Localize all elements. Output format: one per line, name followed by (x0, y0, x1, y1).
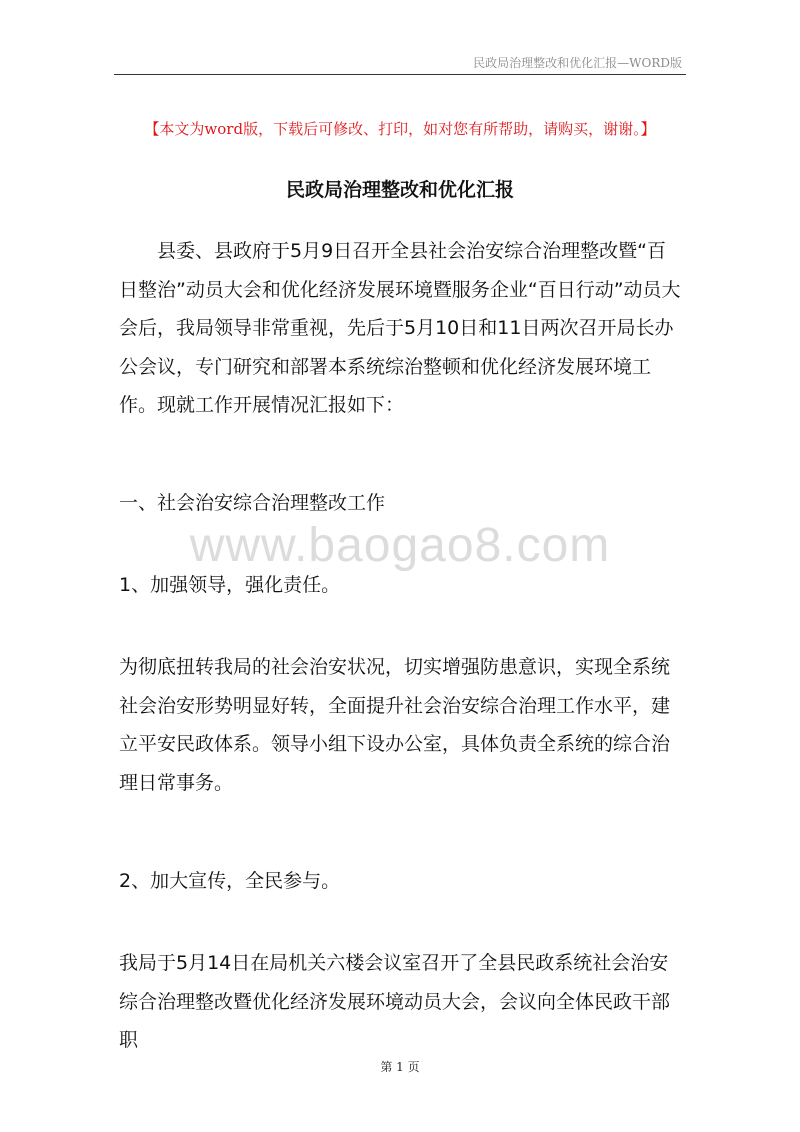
item-2-heading: 2、加大宣传，全民参与。 (119, 870, 341, 892)
download-notice: 【本文为word版，下载后可修改、打印，如对您有所帮助，请购买，谢谢。】 (144, 120, 656, 138)
header-divider (114, 74, 686, 75)
intro-paragraph: 县委、县政府于5月9日召开全县社会治安综合治理整改暨“百日整治”动员大会和优化经济发展环境暨服务企业“百日行动”动员大会后，我局领导非常重视，先后于5月10日和11日两次召开局长办公会议，专门研究和部署本系统综治整顿和优化经济发展环境工作。现就工作开展情况汇报如下： (119, 240, 681, 416)
document-title: 民政局治理整改和优化汇报 (285, 179, 514, 201)
running-header: 民政局治理整改和优化汇报—WORD版 (473, 56, 682, 70)
watermark: www.baogao8.com (189, 519, 611, 572)
section-heading: 一、社会治安综合治理整改工作 (119, 492, 386, 514)
item-1-heading: 1、加强领导，强化责任。 (119, 574, 341, 596)
item-2-paragraph: 我局于5月14日在局机关六楼会议室召开了全县民政系统社会治安综合治理整改暨优化经济发展环境动员大会，会议向全体民政干部职 (119, 952, 671, 1051)
page-number: 第 1 页 (380, 1060, 420, 1074)
item-1-paragraph: 为彻底扭转我局的社会治安状况，切实增强防患意识，实现全系统社会治安形势明显好转，全面提升社会治安综合治理工作水平，建立平安民政体系。领导小组下设办公室，具体负责全系统的综合治理日常事务。 (119, 656, 671, 794)
